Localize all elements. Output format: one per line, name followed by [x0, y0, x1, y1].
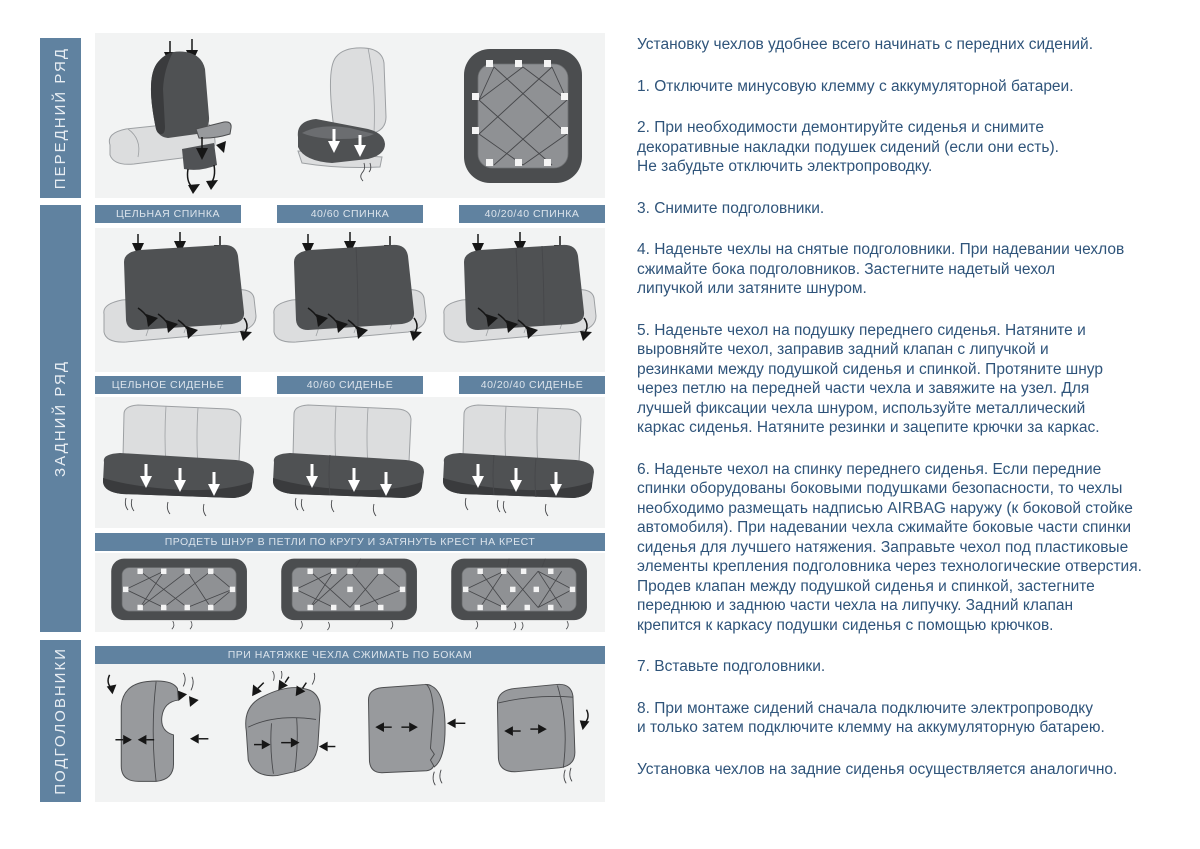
banner-lacing-instruction: ПРОДЕТЬ ШНУР В ПЕТЛИ ПО КРУГУ И ЗАТЯНУТЬ КРЕСТ НА КРЕСТ: [95, 533, 605, 551]
headrest-cube-illustration: [483, 671, 599, 793]
headrest-cover-pulling-illustration: [228, 671, 344, 793]
instructions-intro: Установку чехлов удобнее всего начинать с передних сидений.: [637, 36, 1094, 53]
bench-cushion-solid-illustration: [96, 400, 264, 525]
instruction-step-4: 4. Наденьте чехлы на снятые подголовники. При надевании чехлов сжимайте бока подголовников. Застегните надетый чехол липучкой или затяните шнуром.: [637, 241, 1125, 297]
instruction-step-1: 1. Отключите минусовую клемму с аккумуляторной батареи.: [637, 77, 1074, 95]
laced-back-solid-illustration: [96, 555, 264, 631]
section-label-front-row: [40, 38, 81, 198]
installation-instructions: [637, 35, 1182, 801]
section-label-front-row-text: ПЕРЕДНИЙ РЯД: [52, 46, 69, 190]
front-seat-backrest-cover-illustration: [98, 37, 263, 195]
bench-cushion-402040-illustration: [436, 400, 604, 525]
banner-402040-seat: 40/20/40 СИДЕНЬЕ: [459, 376, 605, 394]
rear-seat-illustration-panel: [95, 397, 605, 528]
section-label-headrests-text: ПОДГОЛОВНИКИ: [52, 647, 69, 795]
section-label-headrests: [40, 640, 81, 802]
headrest-cover-notch-illustration: [101, 671, 217, 793]
bench-cushion-4060-illustration: [266, 400, 434, 525]
backrest-banner-row: [95, 205, 605, 223]
rear-backrest-illustration-panel: [95, 228, 605, 372]
rear-lacing-illustration-panel: [95, 553, 605, 632]
section-label-rear-row-text: ЗАДНИЙ РЯД: [52, 360, 69, 477]
laced-back-4060-illustration: [266, 555, 434, 631]
section-label-rear-row: [40, 205, 81, 632]
banner-402040-backrest: 40/20/40 СПИНКА: [459, 205, 605, 223]
banner-solid-seat: ЦЕЛЬНОЕ СИДЕНЬЕ: [95, 376, 241, 394]
headrests-panel: [95, 646, 605, 802]
banner-4060-seat: 40/60 СИДЕНЬЕ: [277, 376, 423, 394]
instruction-step-3: 3. Снимите подголовники.: [637, 199, 825, 217]
headrest-cylinder-illustration: [356, 671, 472, 793]
bench-backrest-solid-illustration: [96, 230, 264, 370]
seat-banner-row: [95, 376, 605, 394]
instruction-step-6: 6. Наденьте чехол на спинку переднего сиденья. Если передние спинки оборудованы боковыми подушками безопасности, то чехлы необходимо размещать надписью AIRBAG наружу (к боковой стойке автомобиля). При надевании чехла сжимайте боковые части спинки сиденья для лучшего натяжения. Заправьте чехол под пластиковые элементы крепления подголовника через технологические отверстия. Продев клапан между подушкой сиденья и спинкой, застегните переднюю и заднюю части чехла на липучку. Задний клапан крепится к каркасу подушки сиденья с помощью крючков.: [637, 460, 1142, 634]
instruction-step-2: 2. При необходимости демонтируйте сиденья и снимите декоративные накладки подушек сидений (если они есть). Не забудьте отключить электропроводку.: [637, 119, 1059, 175]
instruction-step-8: 8. При монтаже сидений сначала подключите электропроводку и только затем подключите клемму на аккумуляторную батарею.: [637, 699, 1105, 736]
bench-backrest-402040-illustration: [436, 230, 604, 370]
seat-bottom-lacing-illustration: [438, 37, 603, 195]
laced-back-402040-illustration: [436, 555, 604, 631]
instruction-step-5: 5. Наденьте чехол на подушку переднего сиденья. Натяните и выровняйте чехол, заправив задний клапан с липучкой и резинками между подушкой сиденья и спинкой. Протяните шнур через петлю на передней части чехла и завяжите на узел. Для лучшей фиксации чехла шнуром, используйте металлический каркас сиденья. Натяните резинки и зацепите крючки за каркас.: [637, 321, 1103, 436]
front-row-illustration-panel: [95, 33, 605, 198]
bench-backrest-4060-illustration: [266, 230, 434, 370]
instructions-outro: Установка чехлов на задние сиденья осуществляется аналогично.: [637, 760, 1118, 778]
banner-solid-backrest: ЦЕЛЬНАЯ СПИНКА: [95, 205, 241, 223]
headrest-illustration-row: [95, 664, 605, 800]
banner-headrest-instruction: ПРИ НАТЯЖКЕ ЧЕХЛА СЖИМАТЬ ПО БОКАМ: [95, 646, 605, 664]
front-seat-cushion-cover-illustration: [268, 37, 433, 195]
instruction-step-7: 7. Вставьте подголовники.: [637, 658, 826, 675]
banner-4060-backrest: 40/60 СПИНКА: [277, 205, 423, 223]
